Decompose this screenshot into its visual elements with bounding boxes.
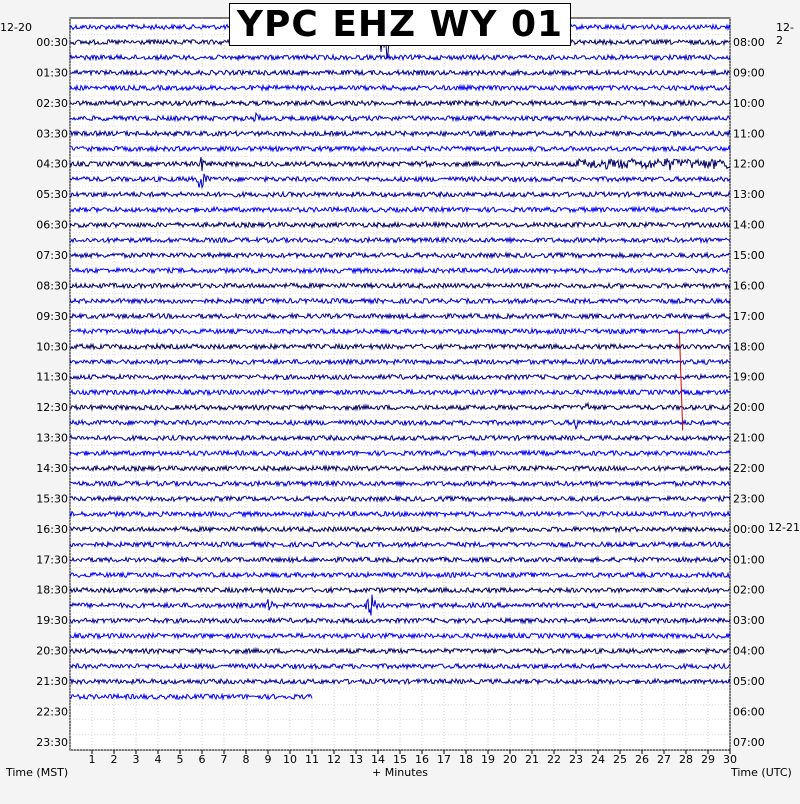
x-tick-label: 9 xyxy=(264,753,272,766)
left-tick-label: 17:30 xyxy=(36,553,68,567)
right-tick-label: 09:00 xyxy=(733,66,765,80)
right-tick-label: 14:00 xyxy=(733,218,765,232)
x-tick-label: 2 xyxy=(110,753,118,766)
left-tick-label: 12:30 xyxy=(36,401,68,415)
right-tick-label: 15:00 xyxy=(733,249,765,263)
right-tick-label: 21:00 xyxy=(733,431,765,445)
left-tick-label: 03:30 xyxy=(36,127,68,141)
x-tick-label: 24 xyxy=(591,753,605,766)
x-tick-label: 6 xyxy=(198,753,206,766)
x-tick-label: 13 xyxy=(349,753,363,766)
x-tick-label: 5 xyxy=(176,753,184,766)
right-tick-label: 11:00 xyxy=(733,127,765,141)
x-tick-label: 20 xyxy=(503,753,517,766)
date-right-next: 12-21 xyxy=(768,521,800,534)
right-tick-label: 00:00 xyxy=(733,522,765,536)
left-tick-label: 18:30 xyxy=(36,583,68,597)
right-tick-label: 20:00 xyxy=(733,401,765,415)
x-tick-label: 15 xyxy=(393,753,407,766)
right-tick-label: 18:00 xyxy=(733,340,765,354)
chart-title: YPC EHZ WY 01 xyxy=(236,4,564,45)
left-tick-label: 01:30 xyxy=(36,66,68,80)
x-tick-label: 10 xyxy=(283,753,297,766)
x-tick-labels xyxy=(89,750,738,766)
left-tick-label: 00:30 xyxy=(36,36,68,49)
title-box xyxy=(229,3,571,46)
x-tick-label: 1 xyxy=(88,753,96,766)
date-right: 12-2 xyxy=(776,21,794,47)
left-tick-label: 04:30 xyxy=(36,157,68,171)
x-tick-label: 30 xyxy=(723,753,737,766)
x-axis-label: + Minutes xyxy=(372,766,429,779)
y-axis-label-right: Time (UTC) xyxy=(731,766,792,779)
x-tick-label: 14 xyxy=(371,753,385,766)
x-tick-label: 26 xyxy=(635,753,649,766)
left-tick-label: 02:30 xyxy=(36,96,68,110)
left-tick-labels xyxy=(36,36,68,749)
left-tick-label: 15:30 xyxy=(36,492,68,506)
right-tick-labels xyxy=(733,36,765,749)
left-tick-label: 20:30 xyxy=(36,644,68,658)
x-tick-label: 4 xyxy=(154,753,162,766)
right-tick-label: 03:00 xyxy=(733,614,765,628)
x-tick-label: 21 xyxy=(525,753,539,766)
x-tick-label: 16 xyxy=(415,753,429,766)
x-tick-label: 17 xyxy=(437,753,451,766)
left-tick-label: 22:30 xyxy=(36,705,68,719)
x-tick-label: 18 xyxy=(459,753,473,766)
x-tick-label: 29 xyxy=(701,753,715,766)
right-tick-label: 23:00 xyxy=(733,492,765,506)
right-tick-label: 05:00 xyxy=(733,675,765,689)
left-tick-label: 11:30 xyxy=(36,370,68,384)
x-tick-label: 28 xyxy=(679,753,693,766)
right-tick-label: 07:00 xyxy=(733,735,765,749)
x-tick-label: 19 xyxy=(481,753,495,766)
left-tick-label: 10:30 xyxy=(36,340,68,354)
right-tick-label: 22:00 xyxy=(733,462,765,476)
x-tick-label: 25 xyxy=(613,753,627,766)
x-tick-label: 11 xyxy=(305,753,319,766)
right-tick-label: 10:00 xyxy=(733,96,765,110)
x-tick-label: 7 xyxy=(220,753,228,766)
left-tick-label: 13:30 xyxy=(36,431,68,445)
right-tick-label: 17:00 xyxy=(733,309,765,323)
x-tick-label: 23 xyxy=(569,753,583,766)
right-tick-label: 19:00 xyxy=(733,370,765,384)
left-tick-label: 21:30 xyxy=(36,675,68,689)
right-tick-label: 01:00 xyxy=(733,553,765,567)
y-axis-label-left: Time (MST) xyxy=(6,766,69,779)
x-tick-label: 27 xyxy=(657,753,671,766)
left-tick-label: 19:30 xyxy=(36,614,68,628)
left-tick-label: 08:30 xyxy=(36,279,68,293)
right-tick-label: 04:00 xyxy=(733,644,765,658)
x-tick-label: 3 xyxy=(132,753,140,766)
left-tick-label: 16:30 xyxy=(36,522,68,536)
left-tick-label: 23:30 xyxy=(36,735,68,749)
x-tick-label: 22 xyxy=(547,753,561,766)
x-tick-label: 8 xyxy=(242,753,250,766)
right-tick-label: 16:00 xyxy=(733,279,765,293)
left-tick-label: 14:30 xyxy=(36,462,68,476)
right-tick-label: 12:00 xyxy=(733,157,765,171)
date-left: 12-20 xyxy=(0,21,32,34)
left-tick-label: 07:30 xyxy=(36,249,68,263)
left-tick-label: 06:30 xyxy=(36,218,68,232)
right-tick-label: 08:00 xyxy=(733,36,765,49)
x-tick-label: 12 xyxy=(327,753,341,766)
right-tick-label: 02:00 xyxy=(733,583,765,597)
right-tick-label: 06:00 xyxy=(733,705,765,719)
left-tick-label: 09:30 xyxy=(36,309,68,323)
left-tick-label: 05:30 xyxy=(36,188,68,202)
right-tick-label: 13:00 xyxy=(733,188,765,202)
